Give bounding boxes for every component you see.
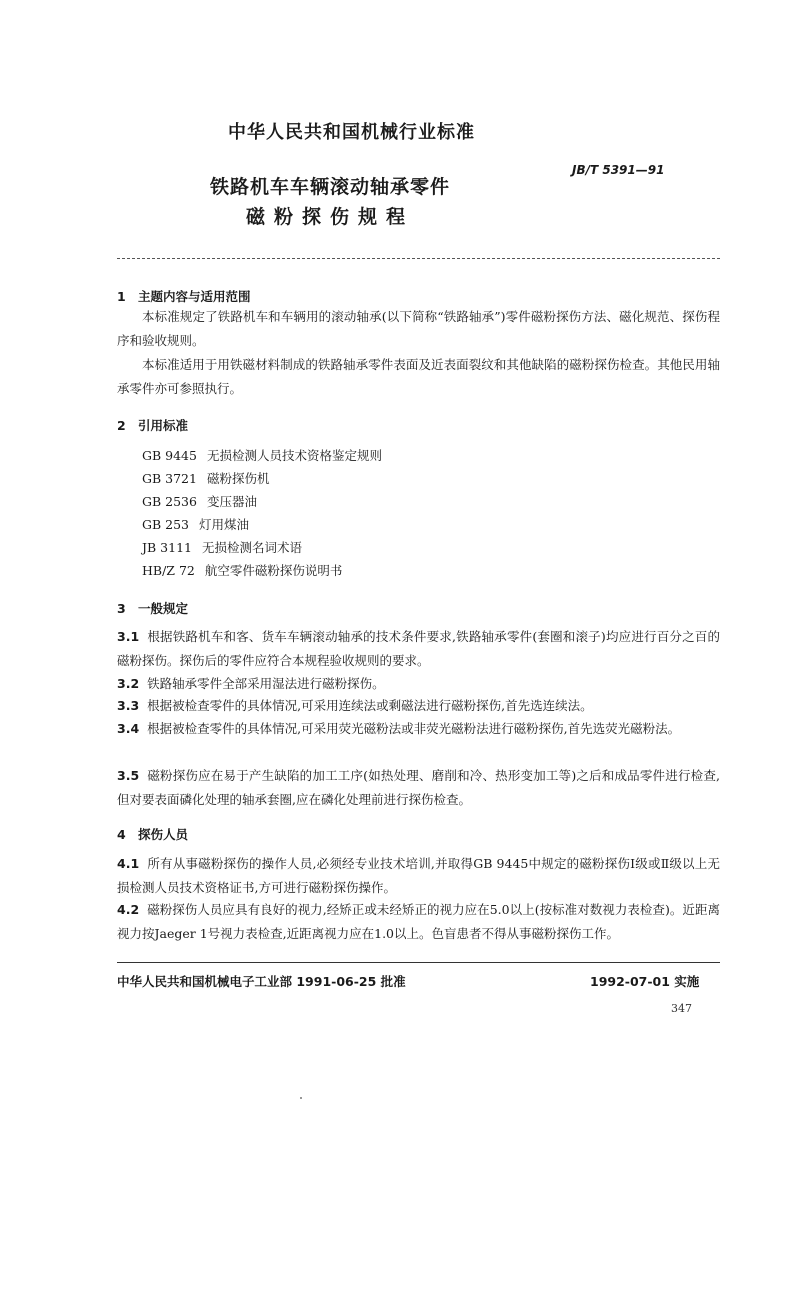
clause-number: 3.3 xyxy=(117,698,140,713)
standard-code: JB/T 5391—91 xyxy=(572,163,665,177)
section-title: 一般规定 xyxy=(138,601,189,616)
reference-name: 航空零件磁粉探伤说明书 xyxy=(204,563,343,578)
clause-3-5 xyxy=(117,764,720,812)
reference-code: GB 253 xyxy=(142,517,190,532)
reference-item xyxy=(142,538,302,556)
section-heading-1 xyxy=(117,287,251,305)
clause-number: 3.1 xyxy=(117,629,140,644)
section-number: 2 xyxy=(117,418,126,433)
reference-code: JB 3111 xyxy=(142,540,192,555)
reference-name: 无损检测名词术语 xyxy=(201,540,302,555)
section-title: 引用标准 xyxy=(138,418,189,433)
clause-3-1 xyxy=(117,625,720,673)
footer-divider xyxy=(117,962,720,963)
reference-code: HB/Z 72 xyxy=(142,563,195,578)
reference-item xyxy=(142,561,342,579)
section-title: 探伤人员 xyxy=(138,827,189,842)
approval-line: 中华人民共和国机械电子工业部 1991-06-25 批准 xyxy=(117,974,406,989)
clause-text: 磁粉探伤应在易于产生缺陷的加工工序(如热处理、磨削和冷、热形变加工等)之后和成品零件进行检查,但对要表面磷化处理的轴承套圈,应在磷化处理前进行探伤检查。 xyxy=(117,768,720,807)
clause-3-4 xyxy=(117,717,720,741)
clause-number: 3.4 xyxy=(117,721,140,736)
clause-4-1 xyxy=(117,852,720,900)
clause-text: 铁路轴承零件全部采用湿法进行磁粉探伤。 xyxy=(147,676,385,691)
reference-item xyxy=(142,446,382,464)
clause-text: 磁粉探伤人员应具有良好的视力,经矫正或未经矫正的视力应在5.0以上(按标准对数视力表检查)。近距离视力按Jaeger 1号视力表检查,近距离视力应在1.0以上。色盲患者不得从事磁粉探伤工作。 xyxy=(117,902,720,941)
reference-name: 无损检测人员技术资格鉴定规则 xyxy=(206,448,382,463)
section-title: 主题内容与适用范围 xyxy=(138,289,251,304)
clause-3-2 xyxy=(117,672,720,696)
standard-organization: 中华人民共和国机械行业标准 xyxy=(228,122,475,143)
clause-3-3 xyxy=(117,694,720,718)
document-title-line1: 铁路机车车辆滚动轴承零件 xyxy=(209,176,450,198)
header-divider xyxy=(117,258,720,259)
clause-number: 4.1 xyxy=(117,856,140,871)
section-number: 3 xyxy=(117,601,126,616)
paragraph: 本标准规定了铁路机车和车辆用的滚动轴承(以下简称“铁路轴承”)零件磁粉探伤方法、磁化规范、探伤程序和验收规则。 xyxy=(117,309,720,348)
effective-date: 1992-07-01 实施 xyxy=(590,974,700,989)
reference-code: GB 9445 xyxy=(142,448,197,463)
page-number: 347 xyxy=(671,1002,692,1015)
section-number: 4 xyxy=(117,827,126,842)
clause-text: 根据被检查零件的具体情况,可采用连续法或剩磁法进行磁粉探伤,首先选连续法。 xyxy=(147,698,593,713)
clause-text: 所有从事磁粉探伤的操作人员,必须经专业技术培训,并取得GB 9445中规定的磁粉探伤Ⅰ级或Ⅱ级以上无损检测人员技术资格证书,方可进行磁粉探伤操作。 xyxy=(117,856,720,895)
reference-item xyxy=(142,469,269,487)
reference-code: GB 3721 xyxy=(142,471,197,486)
clause-4-2 xyxy=(117,898,720,946)
section-number: 1 xyxy=(117,289,126,304)
reference-item xyxy=(142,515,249,533)
clause-text: 根据被检查零件的具体情况,可采用荧光磁粉法或非荧光磁粉法进行磁粉探伤,首先选荧光磁粉法。 xyxy=(147,721,681,736)
clause-number: 3.2 xyxy=(117,676,140,691)
section-heading-2 xyxy=(117,416,188,434)
reference-name: 磁粉探伤机 xyxy=(206,471,270,486)
clause-number: 4.2 xyxy=(117,902,140,917)
clause-number: 3.5 xyxy=(117,768,140,783)
reference-name: 变压器油 xyxy=(206,494,257,509)
section-heading-3 xyxy=(117,599,188,617)
section-heading-4 xyxy=(117,825,188,843)
reference-code: GB 2536 xyxy=(142,494,197,509)
reference-name: 灯用煤油 xyxy=(199,517,250,532)
scan-speck xyxy=(300,1097,302,1099)
reference-item xyxy=(142,492,257,510)
paragraph: 本标准适用于用铁磁材料制成的铁路轴承零件表面及近表面裂纹和其他缺陷的磁粉探伤检查。其他民用轴承零件亦可参照执行。 xyxy=(117,357,720,396)
clause-text: 根据铁路机车和客、货车车辆滚动轴承的技术条件要求,铁路轴承零件(套圈和滚子)均应进行百分之百的磁粉探伤。探伤后的零件应符合本规程验收规则的要求。 xyxy=(117,629,720,668)
document-title-line2: 磁粉探伤规程 xyxy=(245,206,414,228)
